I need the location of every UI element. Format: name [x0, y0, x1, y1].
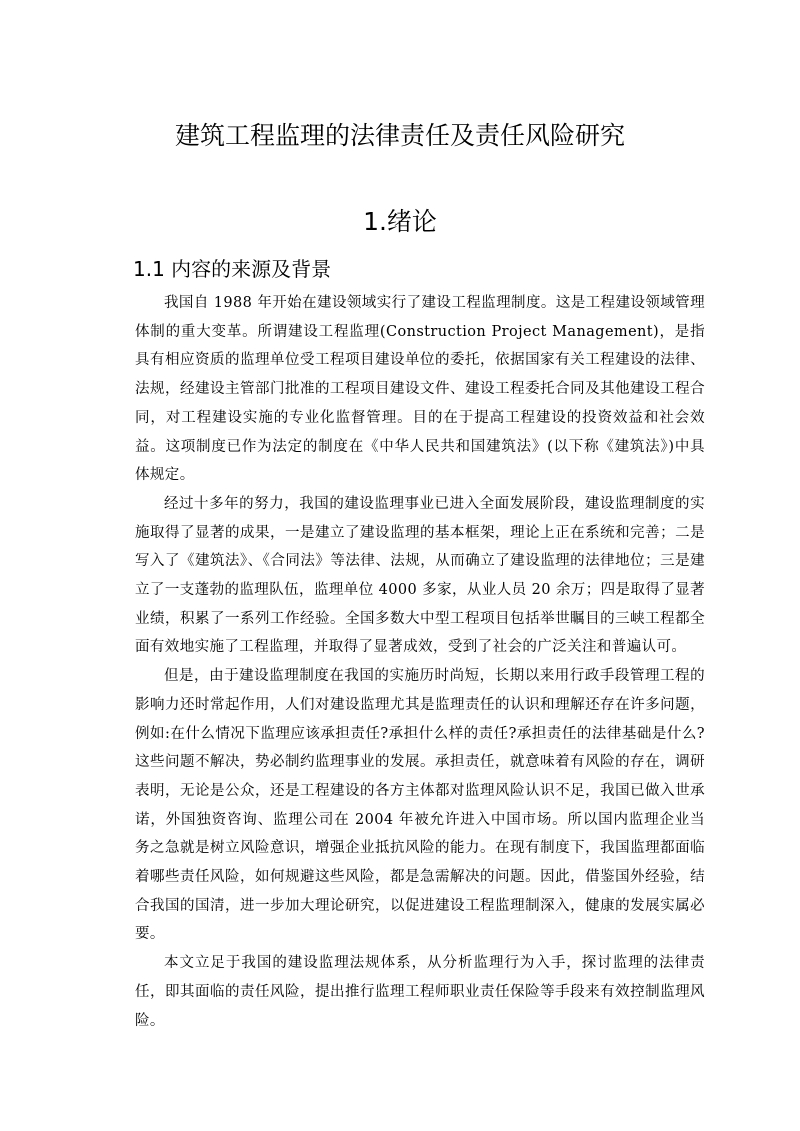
paragraph: 本文立足于我国的建设监理法规体系，从分析监理行为入手，探讨监理的法律责任，即其面临的责任风险，提出推行监理工程师职业责任保险等手段来有效控制监理风险。 — [135, 955, 705, 1029]
body-text — [135, 289, 705, 1035]
document-title: 建筑工程监理的法律责任及责任风险研究 — [174, 121, 625, 150]
paragraph: 但是，由于建设监理制度在我国的实施历时尚短，长期以来用行政手段管理工程的影响力还时常起作用，人们对建设监理尤其是监理责任的认识和理解还存在许多问题，例如:在什么情况下监理应该承担责任?承担什么样的责任?承担责任的法律基础是什么?这些问题不解决，势必制约监理事业的发展。承担责任，就意味着有风险的存在，调研表明，无论是公众，还是工程建设的各方主体都对监理风险认识不足，我国已做入世承诺，外国独资咨询、监理公司在 2004 年被允许进入中国市场。所以国内监理企业当务之急就是树立风险意识，增强企业抵抗风险的能力。在现有制度下，我国监理都面临着哪些责任风险，如何规避这些风险，都是急需解决的问题。因此，借鉴国外经验，结合我国的国清，进一步加大理论研究，以促进建设工程监理制深入，健康的发展实属必要。 — [135, 668, 705, 943]
section-heading: 1.1 内容的来源及背景 — [133, 257, 332, 281]
paragraph: 经过十多年的努力，我国的建设监理事业已进入全面发展阶段，建设监理制度的实施取得了显著的成果，一是建立了建设监理的基本框架，理论上正在系统和完善；二是写入了《建筑法》、《合同法》等法律、法规，从而确立了建设监理的法律地位；三是建立了一支蓬勃的监理队伍，监理单位 4000 多家，从业人员 20 余万；四是取得了显著业绩，积累了一系列工作经验。全国多数大中型工程项目包括举世瞩目的三峡工程都全面有效地实施了工程监理，并取得了显著成效，受到了社会的广泛关注和普遍认可。 — [135, 495, 705, 656]
chapter-heading: 1.绪论 — [363, 207, 437, 236]
paragraph: 我国自 1988 年开始在建设领域实行了建设工程监理制度。这是工程建设领域管理体制的重大变革。所谓建设工程监理(Construction Project Management)，是指具有相应资质的监理单位受工程项目建设单位的委托，依据国家有关工程建设的法律、法规，经建设主管部门批准的工程项目建设文件、建设工程委托合同及其他建设工程合同，对工程建设实施的专业化监督管理。目的在于提高工程建设的投资效益和社会效益。这项制度已作为法定的制度在《中华人民共和国建筑法》(以下称《建筑法》)中具体规定。 — [135, 295, 705, 484]
